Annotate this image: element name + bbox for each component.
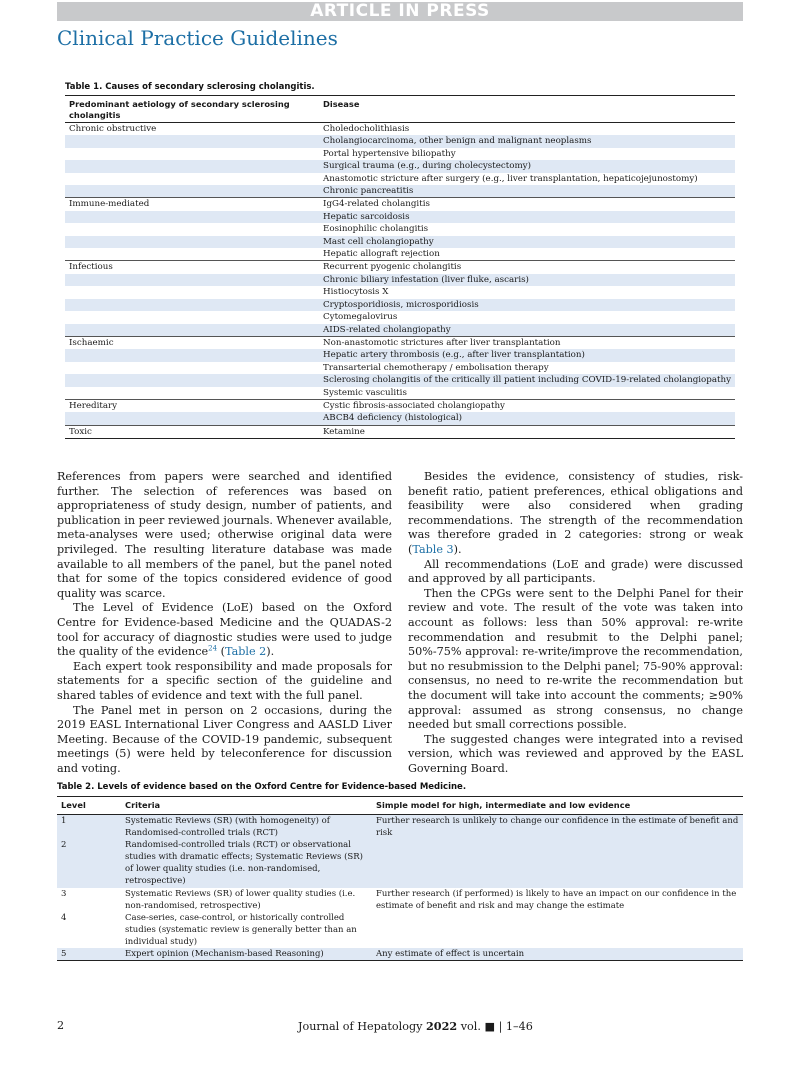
table1-cell-disease: Recurrent pyogenic cholangitis <box>323 262 462 273</box>
table1-cell-aetiology <box>65 387 319 400</box>
table1-cell-aetiology: Ischaemic <box>69 337 114 348</box>
table2-cell-criteria: Expert opinion (Mechanism-based Reasoning) <box>121 948 372 961</box>
table1-header-aetiology: Predominant aetiology of secondary sclerosing cholangitis <box>69 99 290 120</box>
table1-cell-aetiology <box>65 185 319 198</box>
body-paragraph: The Panel met in person on 2 occasions, during the 2019 EASL International Liver Congress and AASLD Liver Meeting. Because of the COVID-19 pandemic, subsequent meetings (5) were held by teleconference for discussion and voting. <box>57 703 392 775</box>
table1-cell-aetiology <box>65 286 319 298</box>
table1-row <box>65 274 735 286</box>
table3-link[interactable]: Table 3 <box>412 542 454 556</box>
table2-cell-model: Further research (if performed) is likely to have an impact on our confidence in the estimate of benefit and risk and may change the estimate <box>376 888 737 911</box>
table1-cell-aetiology <box>65 374 319 386</box>
table1-row <box>65 387 735 400</box>
table1-cell-aetiology: Immune-mediated <box>69 199 150 210</box>
body-paragraph: The Level of Evidence (LoE) based on the Oxford Centre for Evidence-based Medicine and the QUADAS-2 tool for accuracy of diagnostic studies were used to judge the quality of the evidence$^{24}$ (Table 2). <box>57 601 392 659</box>
table1-row <box>65 261 735 274</box>
table1-cell-disease: Eosinophilic cholangitis <box>323 224 429 235</box>
table1-cell-aetiology <box>65 211 319 223</box>
table1-body <box>65 123 735 439</box>
table1-row <box>65 336 735 349</box>
body-paragraph: Then the CPGs were sent to the Delphi Panel for their review and vote. The result of the vote was taken into account as follows: less than 50% approval: re-write recommendation and resubmit to the Delphi panel; 50%-75% approval: re-write/improve the recommendation, but no resubmission to the Delphi panel; 75-90% approval: consensus, no need to re-write the recommendation but the document will take into account the comments; ≥90% approval: assumed as strong consensus, no change needed but small corrections possible. <box>408 586 743 732</box>
table1-cell-aetiology <box>65 248 319 261</box>
table2-row <box>57 948 743 961</box>
body-left-column <box>57 470 392 776</box>
body-paragraph: References from papers were searched and identified further. The selection of references was based on appropriateness of study design, number of patients, and publication in peer reviewed journals. Whenever available, meta-analyses were used; otherwise original data were privileged. The resulting literature database was made available to all members of the panel, but the panel noted that for some of the topics considered evidence of good quality was scarce. <box>57 470 392 600</box>
table2-cell-level: 1 <box>57 815 121 840</box>
table1-cell-aetiology <box>65 324 319 337</box>
page-number: 2 <box>57 1019 65 1032</box>
table2-cell-level: 5 <box>57 948 121 961</box>
citation-ref[interactable]: 24 <box>208 644 218 653</box>
table2-header-criteria: Criteria <box>125 800 161 810</box>
table1-cell-disease: Transarterial chemotherapy / embolisation therapy <box>323 362 549 373</box>
table1-row <box>65 223 735 235</box>
table1-row <box>65 286 735 298</box>
table2-body <box>57 815 743 961</box>
table1-row <box>65 135 735 147</box>
section-title: Clinical Practice Guidelines <box>57 26 338 50</box>
table1-cell-aetiology <box>65 160 319 172</box>
table2-cell-level: 3 <box>61 888 67 899</box>
table2-row <box>57 839 743 887</box>
table1-cell-aetiology <box>65 135 319 147</box>
table2-cell-model <box>372 912 743 948</box>
table1-row <box>65 123 735 136</box>
table1-cell-aetiology <box>65 148 319 160</box>
table1-cell-disease: Chronic pancreatitis <box>319 185 735 198</box>
table1-cell-aetiology <box>65 173 319 185</box>
table2-cell-level: 2 <box>57 839 121 887</box>
table1-row <box>65 198 735 211</box>
table2-cell-model: Further research is unlikely to change our confidence in the estimate of benefit and risk <box>372 815 743 840</box>
table1-row <box>65 362 735 374</box>
table1-cell-aetiology <box>65 223 319 235</box>
table1-cell-disease: Cystic fibrosis-associated cholangiopathy <box>323 400 505 411</box>
table1-row <box>65 324 735 337</box>
body-paragraph: Each expert took responsibility and made proposals for statements for a specific section of the guideline and shared tables of evidence and text with the full panel. <box>57 659 392 702</box>
table1-row <box>65 412 735 425</box>
table1-row <box>65 399 735 412</box>
table1-cell-aetiology <box>65 412 319 425</box>
table1-cell-disease: Sclerosing cholangitis of the critically ill patient including COVID-19-related cholangiopathy <box>319 374 735 386</box>
table1-cell-aetiology: Infectious <box>69 262 113 273</box>
table1-cell-aetiology <box>65 236 319 248</box>
table1-cell-disease: IgG4-related cholangitis <box>323 199 430 210</box>
table1-row <box>65 349 735 361</box>
table1-cell-disease: AIDS-related cholangiopathy <box>319 324 735 337</box>
table1-cell-disease: Cholangiocarcinoma, other benign and malignant neoplasms <box>319 135 735 147</box>
table2-cell-level: 4 <box>61 912 67 923</box>
body-right-column <box>408 470 743 776</box>
table1-caption: Table 1. Causes of secondary sclerosing cholangitis. <box>65 82 315 92</box>
table1-row <box>65 148 735 160</box>
table1-cell-disease: Ketamine <box>323 426 365 437</box>
table2-row <box>57 912 743 948</box>
table2-cell-model <box>372 839 743 887</box>
body-paragraph: Besides the evidence, consistency of studies, risk-benefit ratio, patient preferences, ethical obligations and feasibility were also considered when grading recommendations. The strength of the recommendation was therefore graded in 2 categories: strong or weak (Table 3). <box>408 470 743 556</box>
table1-cell-disease: Histiocytosis X <box>323 287 389 298</box>
table1-cell-disease: Hepatic allograft rejection <box>323 249 440 260</box>
table1-cell-aetiology <box>65 349 319 361</box>
table2-caption: Table 2. Levels of evidence based on the Oxford Centre for Evidence-based Medicine. <box>57 782 467 792</box>
table1-row <box>65 248 735 261</box>
article-in-press-banner: ARTICLE IN PRESS <box>57 2 743 21</box>
table2-cell-criteria: Case-series, case-control, or historically controlled studies (systematic review is generally better than an individual study) <box>125 912 357 947</box>
table2-cell-criteria: Systematic Reviews (SR) (with homogeneity) of Randomised-controlled trials (RCT) <box>121 815 372 840</box>
table2-row <box>57 815 743 840</box>
table1-cell-disease: Cytomegalovirus <box>323 312 398 323</box>
table2-header-model: Simple model for high, intermediate and low evidence <box>376 800 631 810</box>
table1-cell-aetiology: Toxic <box>69 426 92 437</box>
table1-cell-disease: Chronic biliary infestation (liver fluke, ascaris) <box>319 274 735 286</box>
table1-cell-disease: ABCB4 deficiency (histological) <box>319 412 735 425</box>
table1-header-disease: Disease <box>323 99 360 109</box>
table1-row <box>65 185 735 198</box>
table1-cell-disease: Mast cell cholangiopathy <box>319 236 735 248</box>
table1-cell-aetiology: Hereditary <box>69 400 118 411</box>
table1 <box>65 95 735 439</box>
table1-cell-aetiology <box>65 299 319 311</box>
table1-row <box>65 311 735 323</box>
table1-cell-disease: Choledocholithiasis <box>323 124 410 134</box>
table2-cell-criteria: Randomised-controlled trials (RCT) or observational studies with dramatic effects; Systematic Reviews (SR) of lower quality studies (i.e. non-randomised, retrospective) <box>121 839 372 887</box>
body-paragraph: The suggested changes were integrated into a revised version, which was reviewed and approved by the EASL Governing Board. <box>408 732 743 775</box>
table2-cell-criteria: Systematic Reviews (SR) of lower quality studies (i.e. non-randomised, retrospective) <box>125 888 356 911</box>
table1-cell-disease: Hepatic artery thrombosis (e.g., after liver transplantation) <box>319 349 735 361</box>
journal-citation: Journal of Hepatology 2022 vol. ■ | 1–46 <box>298 1019 533 1033</box>
table1-cell-disease: Anastomotic stricture after surgery (e.g., liver transplantation, hepaticojejunostomy) <box>323 173 698 184</box>
table2-cell-model: Any estimate of effect is uncertain <box>372 948 743 961</box>
table1-cell-aetiology <box>65 311 319 323</box>
body-paragraph: All recommendations (LoE and grade) were discussed and approved by all participants. <box>408 557 743 586</box>
table1-row <box>65 236 735 248</box>
table2-link[interactable]: Table 2 <box>225 645 267 659</box>
table1-cell-aetiology: Chronic obstructive <box>69 124 157 134</box>
table2 <box>57 796 743 961</box>
table1-row <box>65 299 735 311</box>
table1-cell-disease: Surgical trauma (e.g., during cholecystectomy) <box>319 160 735 172</box>
table1-cell-disease: Portal hypertensive biliopathy <box>323 148 456 159</box>
table1-row <box>65 425 735 438</box>
table1-cell-aetiology <box>65 362 319 374</box>
table1-cell-disease: Non-anastomotic strictures after liver transplantation <box>323 337 561 348</box>
table2-header-level: Level <box>61 800 86 810</box>
table1-cell-disease: Cryptosporidiosis, microsporidiosis <box>319 299 735 311</box>
table1-row <box>65 173 735 185</box>
table1-cell-aetiology <box>65 274 319 286</box>
table2-header-row <box>57 797 743 815</box>
table1-cell-disease: Hepatic sarcoidosis <box>319 211 735 223</box>
table1-cell-disease: Systemic vasculitis <box>323 387 407 398</box>
table1-row <box>65 374 735 386</box>
table1-row <box>65 211 735 223</box>
table1-row <box>65 160 735 172</box>
table1-header-row <box>65 96 735 123</box>
table2-row <box>57 888 743 912</box>
